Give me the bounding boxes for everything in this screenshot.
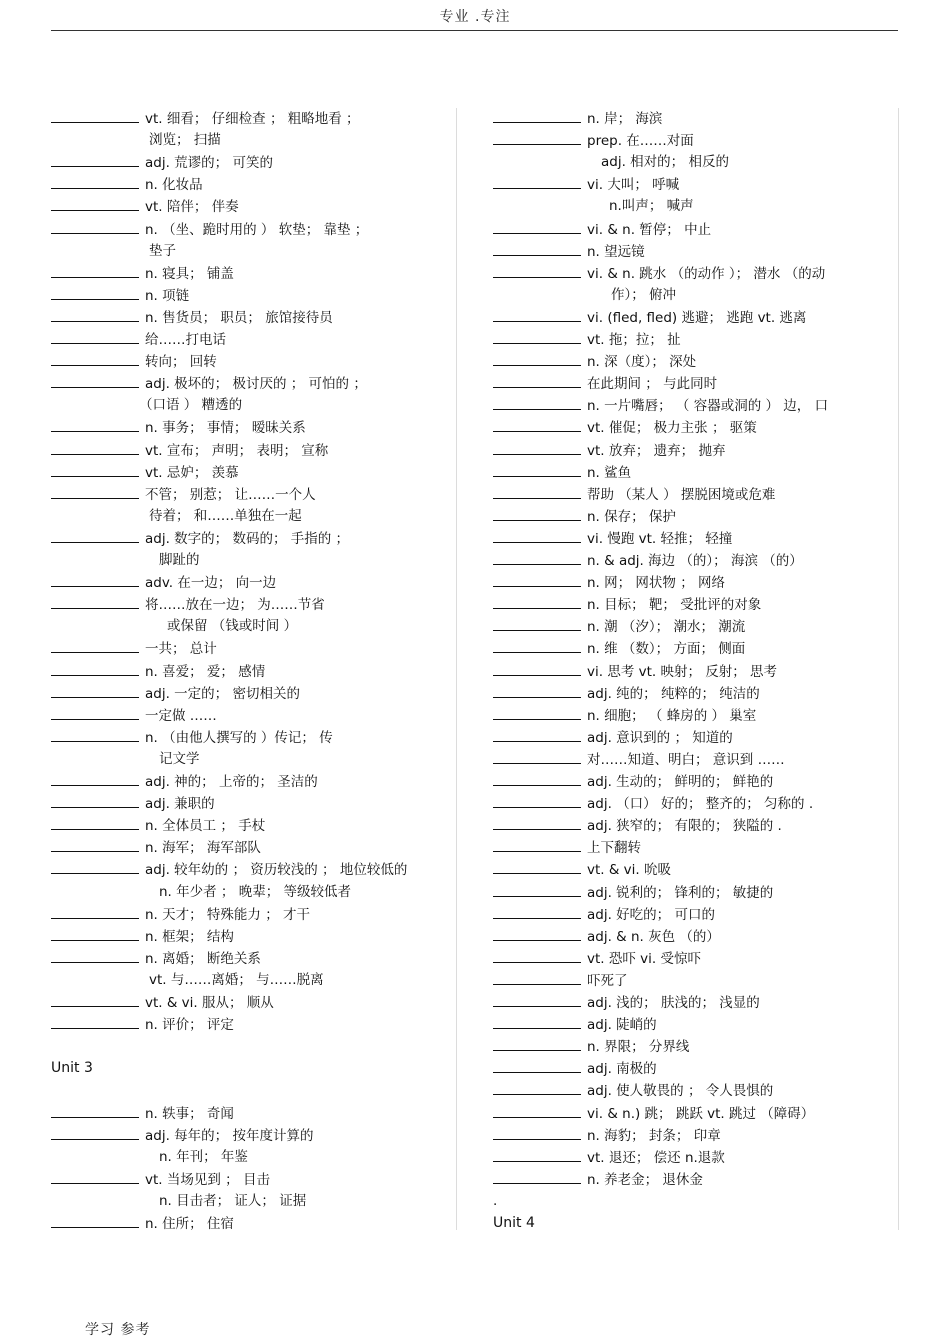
vocab-entry	[493, 440, 725, 460]
answer-blank[interactable]	[493, 329, 581, 344]
answer-blank[interactable]	[51, 859, 139, 874]
answer-blank[interactable]	[493, 174, 581, 189]
vocab-entry	[493, 351, 696, 371]
answer-blank[interactable]	[493, 616, 581, 631]
answer-blank[interactable]	[51, 793, 139, 808]
definition-text: n. 住所； 住宿	[145, 1216, 234, 1232]
definition-text: （口语 ） 糟透的	[139, 397, 243, 413]
vocab-entry	[493, 550, 803, 570]
definition-text: n. 一片嘴唇； （ 容器或洞的 ） 边， 口	[587, 398, 829, 414]
definition-text: n. 岸； 海滨	[587, 111, 663, 127]
vocab-entry	[51, 926, 234, 946]
definition-text: 或保留 （钱或时间 ）	[167, 618, 298, 634]
answer-blank[interactable]	[493, 1147, 581, 1162]
vocab-entry	[51, 771, 318, 791]
definition-text: adj. 荒谬的； 可笑的	[145, 155, 273, 171]
answer-blank[interactable]	[51, 108, 139, 123]
definition-text: n. 界限； 分界线	[587, 1039, 690, 1055]
vocab-entry	[51, 948, 261, 968]
definition-text: n. 养老金； 退休金	[587, 1172, 703, 1188]
definition-text: adj. 意识到的 ； 知道的	[587, 730, 733, 746]
definition-text: 上下翻转	[587, 840, 641, 856]
definition-text: n. 目击者； 证人； 证据	[159, 1193, 307, 1209]
definition-text: adj. 生动的； 鲜明的； 鲜艳的	[587, 774, 774, 790]
definition-text: vt. & vi. 服从； 顺从	[145, 995, 274, 1011]
answer-blank[interactable]	[493, 992, 581, 1007]
answer-blank[interactable]	[51, 705, 139, 720]
vocab-entry	[51, 219, 368, 239]
vocab-entry	[493, 506, 676, 526]
vocab-entry	[493, 1103, 814, 1123]
vocab-entry	[51, 727, 333, 747]
definition-text: n. 细胞； （ 蜂房的 ） 巢室	[587, 708, 757, 724]
vocab-entry	[51, 793, 215, 813]
answer-blank[interactable]	[51, 484, 139, 499]
header-divider	[51, 30, 898, 31]
answer-blank[interactable]	[51, 727, 139, 742]
vocab-entry	[51, 572, 276, 592]
answer-blank[interactable]	[493, 1014, 581, 1029]
definition-text: 一共； 总计	[145, 641, 217, 657]
definition-text: vt. 退还； 偿还 n.退款	[587, 1150, 725, 1166]
answer-blank[interactable]	[51, 815, 139, 830]
unit-title: Unit 3	[51, 1060, 93, 1076]
definition-text: n. 框架； 结构	[145, 929, 234, 945]
vocab-entry	[493, 948, 701, 968]
answer-blank[interactable]	[493, 837, 581, 852]
definition-text: n. （由他人撰写的 ）传记； 传	[145, 730, 333, 746]
answer-blank[interactable]	[51, 594, 139, 609]
definition-text: vi. 思考 vt. 映射； 反射； 思考	[587, 664, 778, 680]
answer-blank[interactable]	[51, 661, 139, 676]
answer-blank[interactable]	[493, 638, 581, 653]
vocab-entry	[51, 152, 273, 172]
vocab-entry	[51, 196, 239, 216]
definition-text: n. 目标； 靶； 受批评的对象	[587, 597, 762, 613]
answer-blank[interactable]	[51, 638, 139, 653]
vocab-entry	[51, 638, 217, 658]
definition-text: vt. 拖；拉； 扯	[587, 332, 681, 348]
definition-text: n. 潮 （汐）； 潮水； 潮流	[587, 619, 746, 635]
answer-blank[interactable]	[493, 970, 581, 985]
answer-blank[interactable]	[51, 219, 139, 234]
answer-blank[interactable]	[493, 506, 581, 521]
answer-blank[interactable]	[51, 307, 139, 322]
definition-text: 垫子	[149, 243, 176, 259]
answer-blank[interactable]	[493, 1125, 581, 1140]
definition-text: n. 保存； 保护	[587, 509, 676, 525]
definition-text: n. 维 （数）； 方面； 侧面	[587, 641, 746, 657]
definition-text: 待着； 和……单独在一起	[149, 508, 302, 524]
vocab-entry	[493, 992, 760, 1012]
vocab-continuation	[51, 1147, 248, 1167]
vocab-entry	[493, 528, 732, 548]
vocab-continuation	[51, 882, 351, 902]
definition-text: vt. 细看； 仔细检查 ； 粗略地看 ；	[145, 111, 360, 127]
answer-blank[interactable]	[51, 373, 139, 388]
answer-blank[interactable]	[493, 683, 581, 698]
unit-heading	[493, 1213, 535, 1233]
answer-blank[interactable]	[51, 992, 139, 1007]
answer-blank[interactable]	[51, 1125, 139, 1140]
definition-text: adj. 极坏的； 极讨厌的 ； 可怕的 ；	[145, 376, 367, 392]
answer-blank[interactable]	[493, 462, 581, 477]
answer-blank[interactable]	[51, 263, 139, 278]
vocab-entry	[493, 970, 628, 990]
definition-text: adj. 南极的	[587, 1061, 657, 1077]
vocab-entry	[493, 1169, 703, 1189]
answer-blank[interactable]	[51, 440, 139, 455]
vocab-continuation	[51, 506, 302, 526]
vocab-entry	[51, 815, 265, 835]
answer-blank[interactable]	[51, 417, 139, 432]
answer-blank[interactable]	[493, 1169, 581, 1184]
vocab-continuation	[51, 1191, 306, 1211]
unit-heading	[51, 1058, 93, 1078]
vocab-entry	[51, 1169, 270, 1189]
definition-text: adj. 使人敬畏的 ； 令人畏惧的	[587, 1083, 774, 1099]
definition-text: adj. 纯的； 纯粹的； 纯洁的	[587, 686, 760, 702]
answer-blank[interactable]	[493, 594, 581, 609]
vocab-entry	[51, 440, 328, 460]
answer-blank[interactable]	[51, 904, 139, 919]
vocab-continuation	[51, 550, 200, 570]
vocab-entry	[51, 1014, 234, 1034]
vocab-entry	[493, 395, 828, 415]
vocab-entry	[493, 859, 671, 879]
definition-text: vt. 催促； 极力主张 ； 驱策	[587, 420, 757, 436]
definition-text: adj. 较年幼的 ； 资历较浅的 ； 地位较低的	[145, 862, 408, 878]
answer-blank[interactable]	[493, 108, 581, 123]
definition-text: vi. & n.) 跳； 跳跃 vt. 跳过 （障碍）	[587, 1106, 815, 1122]
definition-text: 对……知道、明白； 意识到 ……	[587, 752, 785, 768]
answer-blank[interactable]	[51, 462, 139, 477]
vocab-entry	[51, 417, 306, 437]
vocab-continuation	[51, 970, 324, 990]
definition-text: vt. 当场见到 ； 目击	[145, 1172, 270, 1188]
definition-text: n. 项链	[145, 288, 190, 304]
answer-blank[interactable]	[51, 152, 139, 167]
definition-text: n. 事务； 事情； 暧昧关系	[145, 420, 306, 436]
answer-blank[interactable]	[51, 528, 139, 543]
vocab-entry	[493, 263, 825, 283]
definition-text: adj. 相对的； 相反的	[601, 154, 729, 170]
definition-text: n. 全体员工 ； 手杖	[145, 818, 266, 834]
definition-text: n. 离婚； 断绝关系	[145, 951, 261, 967]
definition-text: vi. 大叫； 呼喊	[587, 177, 680, 193]
answer-blank[interactable]	[51, 1103, 139, 1118]
vocab-entry	[51, 329, 226, 349]
answer-blank[interactable]	[51, 351, 139, 366]
definition-text: .	[493, 1193, 498, 1209]
answer-blank[interactable]	[493, 948, 581, 963]
definition-text: adj. 陡峭的	[587, 1017, 657, 1033]
page-header: 专业 .专注	[439, 9, 511, 25]
answer-blank[interactable]	[51, 926, 139, 941]
answer-blank[interactable]	[493, 705, 581, 720]
vocab-entry	[51, 307, 333, 327]
vocab-entry	[493, 572, 725, 592]
vocab-entry	[51, 462, 239, 482]
vocab-entry	[493, 484, 775, 504]
answer-blank[interactable]	[493, 130, 581, 145]
definition-text: n. 鲨鱼	[587, 465, 632, 481]
definition-text: n. 深（度）； 深处	[587, 354, 697, 370]
vocab-entry	[51, 683, 300, 703]
answer-blank[interactable]	[493, 417, 581, 432]
definition-text: adj. & n. 灰色 （的）	[587, 929, 720, 945]
definition-text: n. 天才； 特殊能力 ； 才干	[145, 907, 311, 923]
vocab-continuation	[51, 616, 297, 636]
definition-text: 给……打电话	[145, 332, 226, 348]
vocab-entry	[493, 837, 641, 857]
answer-blank[interactable]	[493, 793, 581, 808]
definition-text: n. 轶事； 奇闻	[145, 1106, 234, 1122]
answer-blank[interactable]	[493, 1080, 581, 1095]
vocab-continuation	[51, 130, 221, 150]
answer-blank[interactable]	[51, 1169, 139, 1184]
vocab-entry	[493, 1147, 725, 1167]
answer-blank[interactable]	[493, 373, 581, 388]
definition-text: prep. 在……对面	[587, 133, 694, 149]
answer-blank[interactable]	[493, 263, 581, 278]
definition-text: n. 年少者 ； 晚辈； 等级较低者	[159, 884, 352, 900]
definition-text: n. 海军； 海军部队	[145, 840, 261, 856]
answer-blank[interactable]	[493, 882, 581, 897]
answer-blank[interactable]	[51, 572, 139, 587]
definition-text: n. 喜爱； 爱； 感情	[145, 664, 266, 680]
definition-text: 将……放在一边； 为……节省	[145, 597, 325, 613]
vocab-continuation	[493, 1191, 497, 1211]
answer-blank[interactable]	[51, 771, 139, 786]
definition-text: 作）； 俯冲	[611, 287, 677, 303]
definition-text: n. 海豹； 封条； 印章	[587, 1128, 721, 1144]
vocab-entry	[51, 661, 265, 681]
vocab-entry	[51, 484, 316, 504]
answer-blank[interactable]	[493, 528, 581, 543]
vocab-entry	[51, 904, 310, 924]
vocab-entry	[493, 373, 717, 393]
definition-text: adj. 每年的； 按年度计算的	[145, 1128, 314, 1144]
vocab-entry	[493, 793, 813, 813]
vocab-entry	[51, 1103, 234, 1123]
answer-blank[interactable]	[493, 727, 581, 742]
definition-text: n. 评价； 评定	[145, 1017, 234, 1033]
vocab-entry	[493, 329, 681, 349]
definition-text: adj. 狭窄的； 有限的； 狭隘的 .	[587, 818, 782, 834]
definition-text: 脚趾的	[159, 552, 200, 568]
vocab-entry	[493, 904, 715, 924]
definition-text: 不管； 别惹； 让……一个人	[145, 487, 316, 503]
answer-blank[interactable]	[51, 948, 139, 963]
definition-text: 在此期间 ； 与此同时	[587, 376, 718, 392]
definition-text: n. （坐、跪时用的 ） 软垫； 靠垫 ；	[145, 222, 369, 238]
definition-text: vi. 慢跑 vt. 轻推； 轻撞	[587, 531, 733, 547]
vocab-entry	[493, 1080, 773, 1100]
vocab-entry	[493, 241, 645, 261]
vocab-entry	[51, 528, 349, 548]
vocab-entry	[493, 705, 756, 725]
answer-blank[interactable]	[51, 285, 139, 300]
definition-text: adj. 神的； 上帝的； 圣洁的	[145, 774, 318, 790]
answer-blank[interactable]	[493, 1058, 581, 1073]
answer-blank[interactable]	[493, 572, 581, 587]
vocab-entry	[493, 307, 806, 327]
vocab-entry	[51, 108, 360, 128]
unit-title: Unit 4	[493, 1215, 535, 1231]
answer-blank[interactable]	[493, 241, 581, 256]
vocab-entry	[493, 638, 745, 658]
vocab-entry	[493, 771, 773, 791]
answer-blank[interactable]	[493, 1103, 581, 1118]
answer-blank[interactable]	[51, 1014, 139, 1029]
right-vocabulary-column	[493, 108, 899, 1230]
definition-text: vt. 忌妒； 羡慕	[145, 465, 239, 481]
vocab-continuation	[51, 395, 242, 415]
definition-text: 转向； 回转	[145, 354, 217, 370]
vocab-continuation	[493, 196, 694, 216]
answer-blank[interactable]	[51, 683, 139, 698]
vocab-entry	[493, 1036, 689, 1056]
answer-blank[interactable]	[493, 351, 581, 366]
definition-text: adv. 在一边； 向一边	[145, 575, 277, 591]
page-footer: 学习 参考	[85, 1322, 151, 1338]
definition-text: adj. （口） 好的； 整齐的； 匀称的 .	[587, 796, 814, 812]
definition-text: 帮助 （某人 ） 摆脱困境或危难	[587, 487, 776, 503]
vocab-entry	[493, 1058, 657, 1078]
definition-text: n. 网； 网状物 ； 网络	[587, 575, 726, 591]
answer-blank[interactable]	[493, 484, 581, 499]
vocab-entry	[493, 462, 631, 482]
vocab-entry	[51, 1125, 313, 1145]
definition-text: n. 望远镜	[587, 244, 645, 260]
vocab-entry	[493, 219, 711, 239]
answer-blank[interactable]	[493, 859, 581, 874]
vocab-entry	[51, 174, 203, 194]
vocab-entry	[493, 594, 761, 614]
answer-blank[interactable]	[51, 174, 139, 189]
definition-text: vt. 陪伴； 伴奏	[145, 199, 239, 215]
vocab-entry	[493, 882, 773, 902]
vocab-entry	[51, 285, 189, 305]
answer-blank[interactable]	[493, 1036, 581, 1051]
vocab-entry	[493, 661, 777, 681]
definition-text: n.叫声； 喊声	[609, 198, 694, 214]
vocab-continuation	[493, 152, 729, 172]
definition-text: adj. 浅的； 肤浅的； 浅显的	[587, 995, 760, 1011]
vocab-entry	[51, 263, 234, 283]
answer-blank[interactable]	[493, 307, 581, 322]
answer-blank[interactable]	[51, 329, 139, 344]
definition-text: 吓死了	[587, 973, 628, 989]
vocab-entry	[51, 373, 367, 393]
definition-text: adj. 好吃的； 可口的	[587, 907, 715, 923]
vocab-entry	[493, 616, 745, 636]
answer-blank[interactable]	[493, 550, 581, 565]
vocab-entry	[493, 417, 757, 437]
definition-text: vt. 宣布； 声明； 表明； 宣称	[145, 443, 329, 459]
answer-blank[interactable]	[51, 1213, 139, 1228]
definition-text: vi. & n. 暂停； 中止	[587, 222, 712, 238]
vocab-entry	[51, 837, 261, 857]
definition-text: 记文学	[159, 751, 200, 767]
answer-blank[interactable]	[493, 904, 581, 919]
definition-text: n. 寝具； 铺盖	[145, 266, 234, 282]
vocab-entry	[493, 749, 785, 769]
definition-text: n. & adj. 海边 （的）； 海滨 （的）	[587, 553, 803, 569]
vocab-continuation	[493, 285, 676, 305]
vocab-entry	[493, 727, 733, 747]
answer-blank[interactable]	[493, 440, 581, 455]
definition-text: 一定做 ……	[145, 708, 217, 724]
vocab-entry	[51, 859, 407, 879]
vocab-continuation	[51, 749, 200, 769]
vocab-entry	[51, 351, 217, 371]
vocab-entry	[51, 594, 325, 614]
definition-text: vt. 恐吓 vi. 受惊吓	[587, 951, 701, 967]
definition-text: 浏览； 扫描	[149, 132, 221, 148]
answer-blank[interactable]	[51, 196, 139, 211]
definition-text: n. 年刊； 年鉴	[159, 1149, 248, 1165]
answer-blank[interactable]	[51, 837, 139, 852]
definition-text: adj. 锐利的； 锋利的； 敏捷的	[587, 885, 774, 901]
definition-text: adj. 兼职的	[145, 796, 215, 812]
definition-text: adj. 一定的； 密切相关的	[145, 686, 300, 702]
definition-text: n. 化妆品	[145, 177, 203, 193]
definition-text: vt. & vi. 吮吸	[587, 862, 672, 878]
answer-blank[interactable]	[493, 815, 581, 830]
definition-text: n. 售货员； 职员； 旅馆接待员	[145, 310, 333, 326]
vocab-entry	[51, 1213, 234, 1233]
answer-blank[interactable]	[493, 219, 581, 234]
answer-blank[interactable]	[493, 395, 581, 410]
vocab-entry	[493, 683, 760, 703]
vocab-continuation	[51, 241, 176, 261]
definition-text: vt. 与……离婚； 与……脱离	[149, 972, 324, 988]
definition-text: vi. (fled, fled) 逃避； 逃跑 vt. 逃离	[587, 310, 807, 326]
vocab-entry	[493, 174, 679, 194]
vocab-entry	[493, 130, 694, 150]
answer-blank[interactable]	[493, 926, 581, 941]
definition-text: adj. 数字的； 数码的； 手指的 ；	[145, 531, 350, 547]
answer-blank[interactable]	[493, 749, 581, 764]
vocab-entry	[51, 992, 274, 1012]
vocab-entry	[493, 926, 720, 946]
definition-text: vt. 放弃； 遗弃； 抛弃	[587, 443, 726, 459]
vocab-entry	[493, 1014, 657, 1034]
definition-text: vi. & n. 跳水 （的动作 ）； 潜水 （的动	[587, 266, 826, 282]
left-vocabulary-column	[51, 108, 457, 1230]
vocab-entry	[51, 705, 217, 725]
vocab-entry	[493, 1125, 721, 1145]
vocab-entry	[493, 108, 662, 128]
answer-blank[interactable]	[493, 661, 581, 676]
vocab-entry	[493, 815, 782, 835]
answer-blank[interactable]	[493, 771, 581, 786]
